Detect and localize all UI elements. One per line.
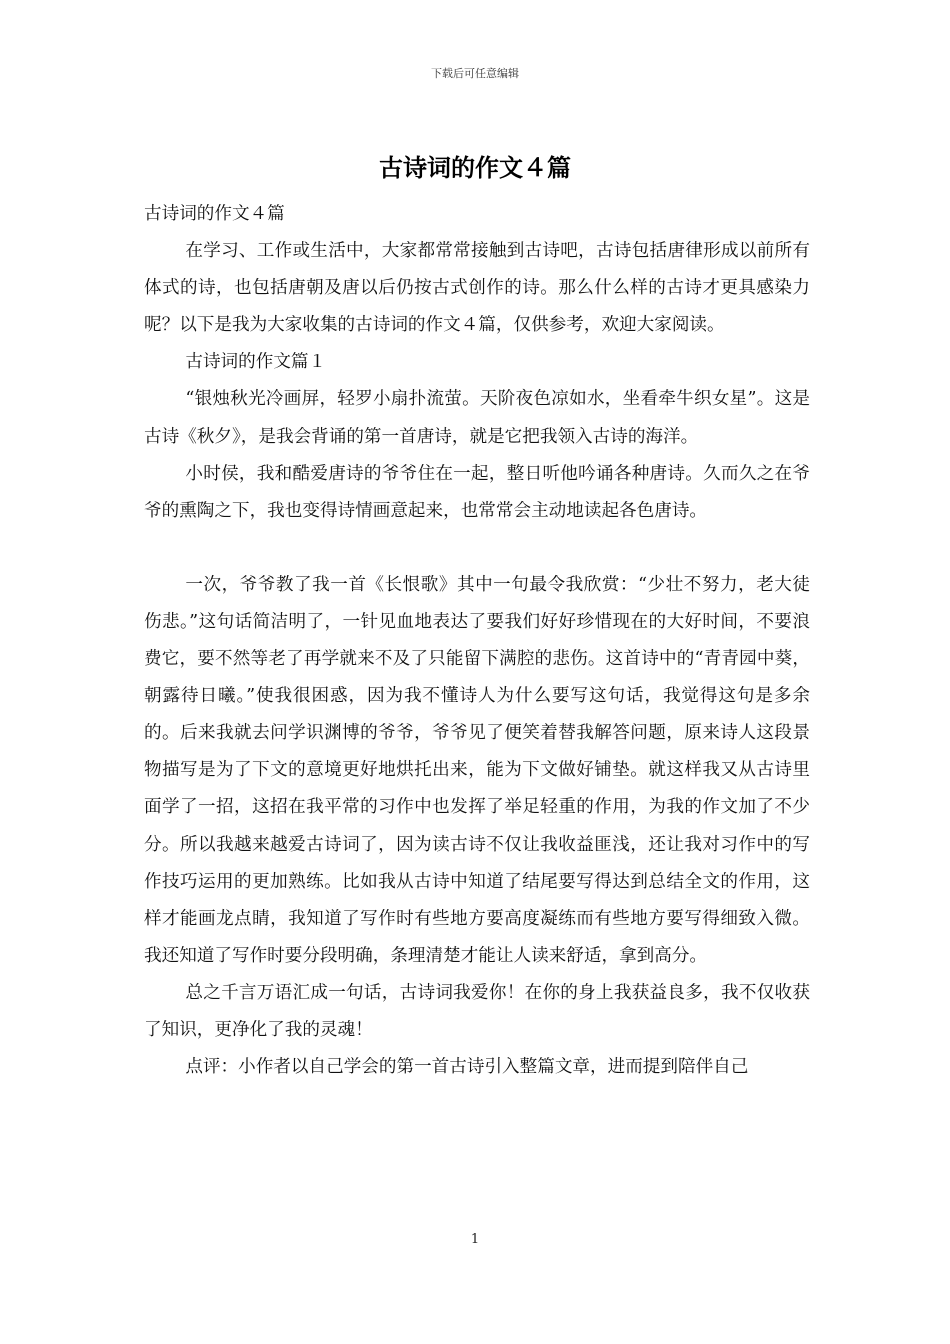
document-title: 古诗词的作文４篇 — [379, 154, 571, 182]
section-heading: 古诗词的作文篇１ — [185, 352, 327, 373]
header-note: 下载后可任意编辑 — [431, 67, 519, 80]
paragraph: 小时侯，我和酷爱唐诗的爷爷住在一起，整日听他吟诵各种唐诗。久而久之在爷爷的熏陶之下，我也变得诗情画意起来，也常常会主动地读起各色唐诗。 — [144, 463, 810, 521]
document-body — [144, 196, 810, 1086]
intro-paragraph: 在学习、工作或生活中，大家都常常接触到古诗吧，古诗包括唐律形成以前所有体式的诗，也包括唐朝及唐以后仍按古式创作的诗。那么什么样的古诗才更具感染力呢？以下是我为大家收集的古诗词的作文４篇，仅供参考，欢迎大家阅读。 — [144, 241, 810, 336]
paragraph: 总之千言万语汇成一句话，古诗词我爱你！在你的身上我获益良多，我不仅收获了知识，更净化了我的灵魂！ — [144, 982, 810, 1040]
paragraph-gap — [144, 530, 810, 567]
paragraph: 点评：小作者以自己学会的第一首古诗引入整篇文章，进而提到陪伴自己 — [185, 1057, 749, 1078]
paragraph: “银烛秋光冷画屏，轻罗小扇扑流萤。天阶夜色凉如水，坐看牵牛织女星”。这是古诗《秋夕》，是我会背诵的第一首唐诗，就是它把我领入古诗的海洋。 — [144, 389, 810, 447]
page-number: 1 — [470, 1232, 480, 1247]
document-subtitle: 古诗词的作文４篇 — [144, 204, 285, 224]
paragraph: 一次，爷爷教了我一首《长恨歌》其中一句最令我欣赏：“少壮不努力，老大徒伤悲。”这句话简洁明了，一针见血地表达了要我们好好珍惜现在的大好时间，不要浪费它，要不然等老了再学就来不及了只能留下满腔的悲伤。这首诗中的“青青园中葵，朝露待日曦。”使我很困惑，因为我不懂诗人为什么要写这句话，我觉得这句是多余的。后来我就去问学识渊博的爷爷，爷爷见了便笑着替我解答问题，原来诗人这段景物描写是为了下文的意境更好地烘托出来，能为下文做好铺垫。就这样我又从古诗里面学了一招，这招在我平常的习作中也发挥了举足轻重的作用，为我的作文加了不少分。所以我越来越爱古诗词了，因为读古诗不仅让我收益匪浅，还让我对习作中的写作技巧运用的更加熟练。比如我从古诗中知道了结尾要写得达到总结全文的作用，这样才能画龙点睛，我知道了写作时有些地方要高度凝练而有些地方要写得细致入微。我还知道了写作时要分段明确，条理清楚才能让人读来舒适，拿到高分。 — [144, 574, 810, 966]
